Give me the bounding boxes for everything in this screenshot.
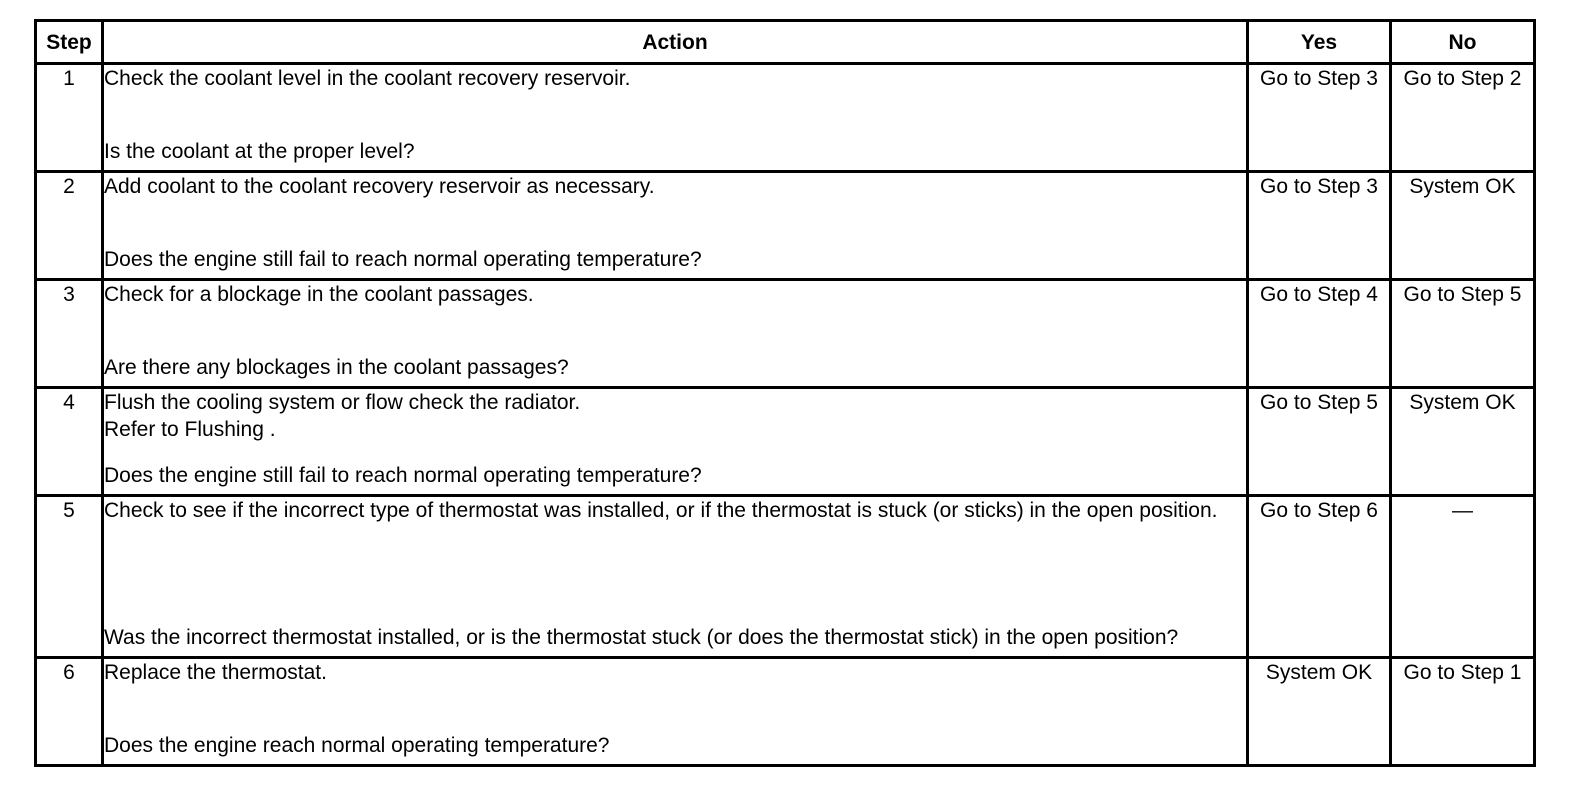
- no-answer: System OK: [1409, 175, 1516, 198]
- action-instruction: Flush the cooling system or flow check the radiator.: [104, 391, 581, 414]
- step-number: 5: [36, 496, 103, 658]
- no-answer: —: [1452, 499, 1473, 522]
- step-number: 1: [36, 64, 103, 172]
- action-question: Is the coolant at the proper level?: [104, 140, 415, 163]
- action-cell: [103, 280, 1248, 388]
- action-question: Are there any blockages in the coolant passages?: [104, 356, 569, 379]
- header-no: No: [1391, 21, 1535, 64]
- action-question: Was the incorrect thermostat installed, or is the thermostat stuck (or does the thermostat stick) in the open position?: [104, 626, 1179, 649]
- header-row: [36, 21, 1535, 64]
- step-number: 3: [36, 280, 103, 388]
- table-row: [36, 388, 1535, 496]
- yes-cell: [1248, 388, 1391, 496]
- diagnostic-table: [34, 19, 1536, 767]
- action-question: Does the engine still fail to reach normal operating temperature?: [104, 248, 702, 271]
- action-cell: [103, 64, 1248, 172]
- yes-cell: [1248, 496, 1391, 658]
- table-row: [36, 280, 1535, 388]
- yes-answer: Go to Step 5: [1260, 391, 1378, 414]
- action-instruction: Check to see if the incorrect type of thermostat was installed, or if the thermostat is stuck (or sticks) in the open position.: [104, 499, 1218, 522]
- yes-answer: Go to Step 4: [1260, 283, 1378, 306]
- step-number: 2: [36, 172, 103, 280]
- yes-cell: [1248, 658, 1391, 766]
- action-question: Does the engine still fail to reach normal operating temperature?: [104, 464, 702, 487]
- no-cell: [1391, 658, 1535, 766]
- table-row: [36, 496, 1535, 658]
- no-cell: [1391, 496, 1535, 658]
- action-cell: [103, 658, 1248, 766]
- action-instruction: Add coolant to the coolant recovery reservoir as necessary.: [104, 175, 655, 198]
- no-cell: [1391, 280, 1535, 388]
- action-cell: [103, 172, 1248, 280]
- step-number: 4: [36, 388, 103, 496]
- header-action: Action: [103, 21, 1248, 64]
- step-number: 6: [36, 658, 103, 766]
- yes-answer: Go to Step 3: [1260, 175, 1378, 198]
- yes-cell: [1248, 280, 1391, 388]
- yes-cell: [1248, 172, 1391, 280]
- no-answer: System OK: [1409, 391, 1516, 414]
- action-instruction: Check the coolant level in the coolant recovery reservoir.: [104, 67, 631, 90]
- no-answer: Go to Step 5: [1403, 283, 1522, 306]
- action-instruction: Replace the thermostat.: [104, 661, 327, 684]
- no-cell: [1391, 388, 1535, 496]
- no-cell: [1391, 172, 1535, 280]
- action-cell: [103, 388, 1248, 496]
- yes-cell: [1248, 64, 1391, 172]
- action-cell: [103, 496, 1248, 658]
- table-row: [36, 64, 1535, 172]
- table-row: [36, 658, 1535, 766]
- no-cell: [1391, 64, 1535, 172]
- header-step: Step: [36, 21, 103, 64]
- action-question: Does the engine reach normal operating temperature?: [104, 734, 610, 757]
- no-answer: Go to Step 1: [1403, 661, 1522, 684]
- yes-answer: Go to Step 3: [1260, 67, 1378, 90]
- action-instruction: Check for a blockage in the coolant passages.: [104, 283, 534, 306]
- table-row: [36, 172, 1535, 280]
- action-reference: Refer to Flushing .: [104, 418, 276, 441]
- header-yes: Yes: [1248, 21, 1391, 64]
- no-answer: Go to Step 2: [1403, 67, 1522, 90]
- yes-answer: Go to Step 6: [1260, 499, 1378, 522]
- yes-answer: System OK: [1265, 661, 1373, 684]
